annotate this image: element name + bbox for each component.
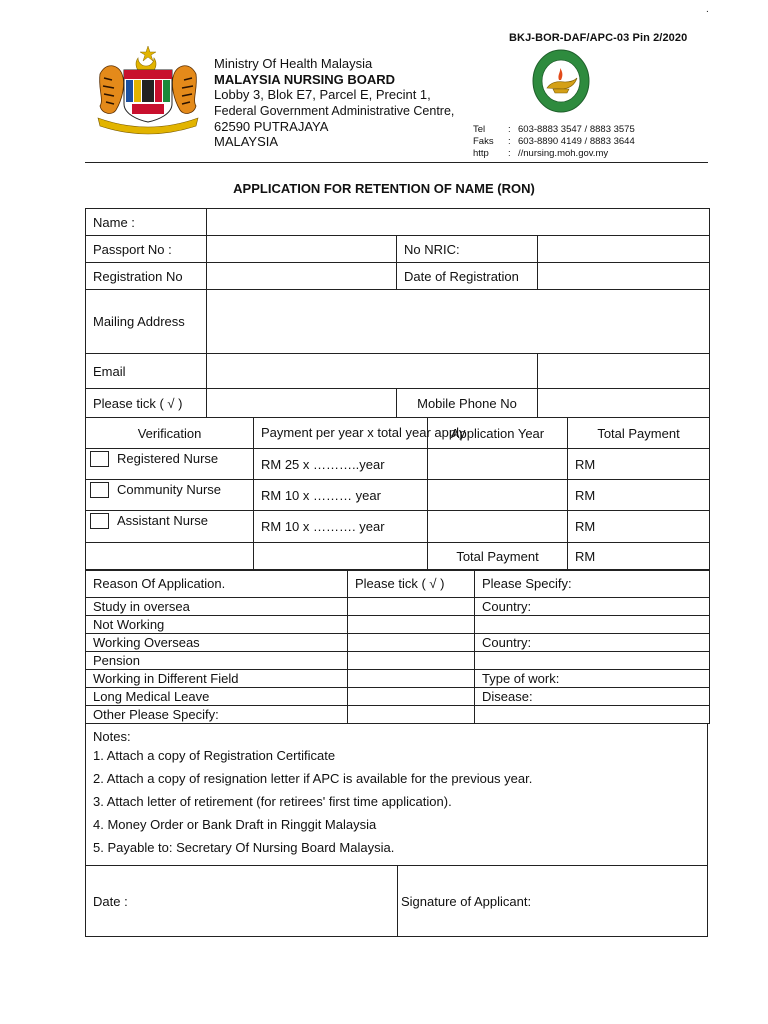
date-of-registration-field[interactable] bbox=[538, 263, 710, 290]
reason-tick-field[interactable] bbox=[348, 688, 475, 706]
email-extra-field[interactable] bbox=[538, 354, 710, 389]
notes-title: Notes: bbox=[93, 729, 131, 744]
payment-row-assistant-nurse bbox=[86, 511, 710, 543]
reason-specify-field[interactable]: Country: bbox=[475, 634, 710, 652]
passport-field[interactable] bbox=[207, 236, 397, 263]
contact-fax: Faks : 603-8890 4149 / 8883 3644 bbox=[473, 136, 635, 147]
payment-total-row bbox=[86, 543, 710, 570]
payment-total-blank bbox=[86, 543, 254, 570]
registration-number-field[interactable] bbox=[207, 263, 397, 290]
reason-tick-field[interactable] bbox=[348, 634, 475, 652]
reason-row bbox=[86, 652, 710, 670]
mailing-address-field[interactable] bbox=[207, 290, 710, 354]
assistant-nurse-rate: RM 10 x ………. year bbox=[254, 511, 428, 543]
registration-number-label: Registration No bbox=[86, 263, 207, 290]
reason-table bbox=[85, 570, 710, 724]
contact-tel-value: 603-8883 3547 / 8883 3575 bbox=[518, 124, 635, 135]
signature-label: Signature of Applicant: bbox=[401, 894, 532, 909]
reason-label: Pension bbox=[86, 652, 348, 670]
header-divider bbox=[85, 162, 708, 163]
reason-label: Other Please Specify: bbox=[86, 706, 348, 724]
contact-fax-label: Faks bbox=[473, 136, 494, 147]
payment-table bbox=[85, 417, 710, 570]
payment-category-cell bbox=[86, 480, 254, 511]
payment-header-application-year: Application Year bbox=[428, 418, 568, 449]
payment-row-community-nurse bbox=[86, 480, 710, 511]
contact-fax-value: 603-8890 4149 / 8883 3644 bbox=[518, 136, 635, 147]
address-line-4: MALAYSIA bbox=[214, 134, 279, 149]
please-tick-label: Please tick ( √ ) bbox=[86, 389, 207, 418]
payment-header-rate: Payment per year x total year apply bbox=[254, 418, 428, 449]
reason-row bbox=[86, 706, 710, 724]
assistant-nurse-year-field[interactable] bbox=[428, 511, 568, 543]
reason-label: Working Overseas bbox=[86, 634, 348, 652]
passport-label: Passport No : bbox=[86, 236, 207, 263]
date-label: Date : bbox=[93, 894, 128, 909]
payment-category-cell bbox=[86, 449, 254, 480]
name-field[interactable] bbox=[207, 209, 710, 236]
community-nurse-label: Community Nurse bbox=[117, 482, 222, 497]
reason-tick-header: Please tick ( √ ) bbox=[348, 571, 475, 598]
reason-tick-field[interactable] bbox=[348, 706, 475, 724]
note-item: 1. Attach a copy of Registration Certificate bbox=[93, 748, 336, 763]
reason-tick-field[interactable] bbox=[348, 670, 475, 688]
contact-tel-label: Tel bbox=[473, 124, 486, 135]
community-nurse-rate: RM 10 x ……… year bbox=[254, 480, 428, 511]
assistant-nurse-checkbox[interactable] bbox=[90, 513, 109, 529]
email-field[interactable] bbox=[207, 354, 538, 389]
payment-category-cell bbox=[86, 511, 254, 543]
reason-row bbox=[86, 616, 710, 634]
contact-web-label: http bbox=[473, 148, 489, 159]
mobile-phone-field[interactable] bbox=[538, 389, 710, 418]
reason-specify-field[interactable]: Type of work: bbox=[475, 670, 710, 688]
reason-tick-field[interactable] bbox=[348, 616, 475, 634]
reason-row bbox=[86, 598, 710, 616]
reason-row bbox=[86, 688, 710, 706]
address-line-2: Federal Government Administrative Centre, bbox=[214, 104, 455, 118]
registered-nurse-checkbox[interactable] bbox=[90, 451, 109, 467]
contact-tel: Tel : 603-8883 3547 / 8883 3575 bbox=[473, 124, 635, 135]
payment-header-total: Total Payment bbox=[568, 418, 710, 449]
ministry-name: Ministry Of Health Malaysia bbox=[214, 56, 373, 71]
applicant-details-table bbox=[85, 208, 710, 418]
community-nurse-year-field[interactable] bbox=[428, 480, 568, 511]
reason-label: Study in oversea bbox=[86, 598, 348, 616]
community-nurse-total: RM bbox=[568, 480, 710, 511]
nric-label: No NRIC: bbox=[397, 236, 538, 263]
reason-label: Long Medical Leave bbox=[86, 688, 348, 706]
contact-web-value: //nursing.moh.gov.my bbox=[518, 148, 609, 159]
name-label: Name : bbox=[86, 209, 207, 236]
note-item: 2. Attach a copy of resignation letter if APC is available for the previous year. bbox=[93, 771, 533, 786]
registered-nurse-rate: RM 25 x ………..year bbox=[254, 449, 428, 480]
reason-specify-field[interactable] bbox=[475, 652, 710, 670]
reason-row bbox=[86, 634, 710, 652]
reason-header: Reason Of Application. bbox=[86, 571, 348, 598]
registered-nurse-label: Registered Nurse bbox=[117, 451, 219, 466]
total-payment-value: RM bbox=[568, 543, 710, 570]
reason-tick-field[interactable] bbox=[348, 652, 475, 670]
mailing-address-label: Mailing Address bbox=[86, 290, 207, 354]
mobile-phone-label: Mobile Phone No bbox=[397, 389, 538, 418]
corner-mark: . bbox=[706, 4, 709, 15]
note-item: 4. Money Order or Bank Draft in Ringgit Malaysia bbox=[93, 817, 377, 832]
payment-total-blank-2 bbox=[254, 543, 428, 570]
date-of-registration-label: Date of Registration bbox=[397, 263, 538, 290]
address-line-3: 62590 PUTRAJAYA bbox=[214, 119, 329, 134]
assistant-nurse-label: Assistant Nurse bbox=[117, 513, 209, 528]
payment-row-registered-nurse bbox=[86, 449, 710, 480]
notes-section bbox=[85, 723, 708, 866]
reason-specify-field[interactable]: Disease: bbox=[475, 688, 710, 706]
board-name: MALAYSIA NURSING BOARD bbox=[214, 72, 396, 87]
registered-nurse-total: RM bbox=[568, 449, 710, 480]
registered-nurse-year-field[interactable] bbox=[428, 449, 568, 480]
reason-specify-field[interactable] bbox=[475, 616, 710, 634]
reason-row bbox=[86, 670, 710, 688]
email-label: Email bbox=[86, 354, 207, 389]
contact-web: http : //nursing.moh.gov.my bbox=[473, 148, 609, 159]
community-nurse-checkbox[interactable] bbox=[90, 482, 109, 498]
reason-label: Not Working bbox=[86, 616, 348, 634]
form-reference-code: BKJ-BOR-DAF/APC-03 Pin 2/2020 bbox=[509, 32, 688, 44]
nric-field[interactable] bbox=[538, 236, 710, 263]
nursing-board-seal bbox=[531, 48, 591, 114]
note-item: 5. Payable to: Secretary Of Nursing Board Malaysia. bbox=[93, 840, 395, 855]
reason-label: Working in Different Field bbox=[86, 670, 348, 688]
reason-specify-header: Please Specify: bbox=[475, 571, 710, 598]
assistant-nurse-total: RM bbox=[568, 511, 710, 543]
form-title: APPLICATION FOR RETENTION OF NAME (RON) bbox=[233, 181, 535, 196]
note-item: 3. Attach letter of retirement (for retirees' first time application). bbox=[93, 794, 452, 809]
reason-tick-field[interactable] bbox=[348, 598, 475, 616]
signature-divider bbox=[397, 866, 398, 936]
reason-specify-field[interactable] bbox=[475, 706, 710, 724]
total-payment-label: Total Payment bbox=[428, 543, 568, 570]
please-tick-field[interactable] bbox=[207, 389, 397, 418]
signature-section bbox=[85, 865, 708, 937]
malaysia-coat-of-arms bbox=[92, 44, 204, 132]
address-line-1: Lobby 3, Blok E7, Parcel E, Precint 1, bbox=[214, 87, 431, 102]
reason-specify-field[interactable]: Country: bbox=[475, 598, 710, 616]
payment-header-verification: Verification bbox=[86, 418, 254, 449]
